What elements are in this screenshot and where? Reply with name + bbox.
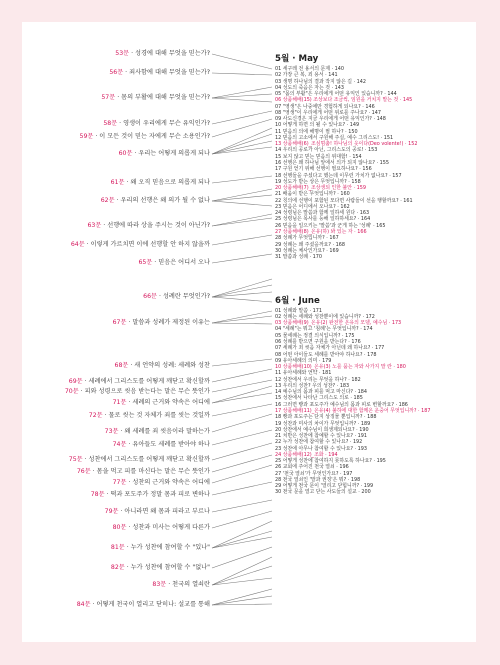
daily-reading-entry: 24 상품해배(12)_조화 · 194 [275,452,338,458]
daily-reading-entry: 28 천국 열쇠인 '말과 권징'은 뭐? · 198 [275,477,361,483]
daily-reading-entry: 23 믿음은 어디에서 오나요? · 162 [275,204,350,210]
daily-reading-entry: 03 생명 하나님의 결과 작지 않은 길 · 142 [275,79,366,85]
question-number: 62문 [100,197,115,204]
daily-reading-entry: 17 상품해배(11)_온유(4) 불하에 대한 함께온 운중어 무엇입니까? · 187 [275,408,431,414]
catechism-question [113,479,210,487]
month-heading: 6월 · June [275,296,320,306]
question-text: · 세례에서 그리스도를 어떻게 깨닫고 확신할까 [82,378,210,385]
question-text: · 천국의 열쇠란 [166,581,210,588]
page-sheet [22,22,476,642]
question-number: 53문 [115,50,130,57]
question-text: · 몸을 먹고 피를 마신다는 말은 무슨 뜻인가 [90,468,210,475]
catechism-question [111,564,210,572]
question-text: · 누가 성찬에 참여할 수 "있나" [124,544,210,551]
question-text: · 왜 오직 믿음으로 의롭게 되나 [124,179,210,186]
question-text: · 왜 세례를 죄 씻음이라 말하는가 [118,428,210,435]
question-number: 69문 [68,378,83,385]
question-number: 70문 [64,388,79,395]
daily-reading-entry: 27 상품해배(8)_온유(하) 봐 있는 자 · 166 [275,229,367,235]
catechism-question [111,179,210,187]
question-text: · 우리의 선행은 왜 의가 될 수 없나 [114,197,210,204]
daily-reading-entry: 28 성례가 무엇입니까? · 167 [275,235,339,241]
catechism-question [101,197,210,205]
question-text: · 성찬의 근거와 약속은 어디에 [126,479,210,486]
daily-reading-entry: 08 "영생"이 우리에게 어떤 위로를 주나요? · 147 [275,110,381,116]
question-text: · 세례의 근거와 약속은 어디에 [126,399,210,406]
question-text: · 이렇게 가르치면 이에 선행할 안 하지 않을까 [84,241,210,248]
daily-reading-entry: 02 가장 큰 복, 죄 용서 · 141 [275,72,338,78]
question-text: · 영생이 우리에게 무슨 유익인가? [117,120,210,127]
question-text: · 아니라면 왜 몸과 피라고 부르나 [118,508,210,515]
catechism-question [113,441,210,449]
daily-reading-entry: 20 상품해배(7)_조상생되 인한 불안 · 159 [275,185,366,191]
catechism-question [113,399,210,407]
catechism-question [65,388,210,396]
daily-reading-entry: 30 천국 문을 열고 닫는 사도들의 설교 · 200 [275,489,371,495]
question-number: 66문 [143,293,157,300]
daily-reading-entry: 01 세구레 전 용서의 문제 · 140 [275,66,344,72]
question-text: · 말씀과 성례가 제정된 이유는 [126,319,210,326]
daily-reading-entry: 22 누가 성찬에 참여할 수 있나요? · 192 [275,439,363,445]
question-number: 65문 [138,259,153,266]
catechism-question [103,120,210,128]
daily-reading-entry: 15 보지 않고 믿는 믿음의 위대함! · 154 [275,154,362,160]
daily-reading-entry: 26 교회에 주어진 천국 열쇠 · 196 [275,464,349,470]
question-text: · 유아들도 세례를 받아야 하나 [126,441,210,448]
question-text: · 선행에 따라 상을 주시는 것이 아닌가? [101,222,210,229]
question-number: 61문 [110,179,125,186]
daily-reading-entry: 06 성례를 받으면 구원을 받는다? · 176 [275,339,361,345]
catechism-question [109,69,210,77]
daily-reading-entry: 13 상품해배(6)_조심멈춤! 하나님의 옷이다(Deo volente!) · 152 [275,141,418,147]
catechism-question [143,293,210,301]
question-text: · 성례란 무엇인가? [157,293,210,300]
question-number: 56문 [109,69,124,76]
daily-reading-entry: 15 성찬에서 나타난 그리스도 의로 · 185 [275,395,363,401]
catechism-question [71,241,210,249]
question-text: · 우리는 어떻게 의롭게 되나 [132,150,210,157]
daily-reading-entry: 21 치반은 성찬에 참예할 수 있나요? · 191 [275,433,368,439]
daily-reading-entry: 19 성찬과 미사의 차이가 무엇입니까? · 189 [275,421,371,427]
daily-reading-entry: 16 그러면 빵과 포도주가 예수님의 몸과 피로 변할까요? · 186 [275,402,408,408]
question-number: 82문 [110,564,125,571]
question-text: · 누가 성찬에 참여할 수 "없나" [124,564,210,571]
question-number: 75문 [68,456,83,463]
catechism-question [80,133,210,141]
daily-reading-entry: 19 성도가 받는 상은 무엇입니까? · 158 [275,179,361,185]
daily-reading-entry: 14 우리의 공로가 아닌, 그리스도의 공로! · 153 [275,147,378,153]
catechism-question [101,94,210,102]
catechism-question [152,581,210,589]
question-text: · 이 모든 것이 믿는 자에게 무슨 소용인가? [93,133,210,140]
question-text: · 물로 씻는 것 자체가 죄를 씻는 것일까 [102,412,210,419]
daily-reading-entry: 13 우리의 성찬? 우의 성찬? · 183 [275,383,350,389]
question-number: 84문 [76,601,91,608]
daily-reading-entry: 18 선행들을 주셨다고 했는데 이무런 가치가 없나요? · 157 [275,173,402,179]
month-heading: 5월 · May [275,54,319,64]
daily-reading-entry: 04 "세례"는 뭐고 '침례'는 무엇입니까? · 174 [275,326,373,332]
question-text: · 피와 성령으로 씻음 받는다는 말은 무슨 뜻인가 [78,388,210,395]
question-number: 71문 [112,399,127,406]
question-number: 72문 [88,412,103,419]
question-number: 76문 [76,468,91,475]
catechism-question [77,601,210,609]
question-number: 81문 [110,544,125,551]
question-text: · 새 언약의 성례: 세례와 성찬 [128,362,210,369]
question-text: · 성찬과 미사는 어떻게 다른가 [126,524,210,531]
daily-reading-entry: 30 성례는 체사인가요? · 169 [275,248,339,254]
question-number: 77문 [112,479,127,486]
catechism-question [69,378,210,386]
catechism-question [69,456,210,464]
question-number: 74문 [112,441,127,448]
daily-reading-entry: 18 빵과 포도주는 단지 상징물 뿐입니까? · 188 [275,414,377,420]
question-text: · 어떻게 천국이 열리고 닫히나: 설교를 통해 [90,601,210,608]
catechism-question [115,50,210,58]
daily-reading-entry: 05 물세례는 정결 의식입니까? · 175 [275,333,355,339]
daily-reading-entry: 25 어떻게 성찬에 참여하지 못하도록 하나요? · 195 [275,458,386,464]
daily-reading-entry: 10 어떻게 하면 의 될 수 있나요? · 149 [275,122,360,128]
question-number: 67문 [112,319,127,326]
question-number: 68문 [114,362,129,369]
question-text: · 떡과 포도주가 정말 몸과 피로 변하나 [104,491,210,498]
catechism-question [119,150,210,158]
question-number: 59문 [79,133,94,140]
catechism-question [113,524,210,532]
daily-reading-entry: 09 사도신경은 지금 우리에게 어떤 유익인가? · 148 [275,116,386,122]
question-number: 78문 [90,491,105,498]
daily-reading-entry: 20 상찬에서 예수님이 희생제되나요? · 190 [275,427,369,433]
daily-reading-entry: 04 성도의 죽음은 자는 것 · 143 [275,85,344,91]
question-text: · 죄사함에 대해 무엇을 믿는가? [123,69,210,76]
question-text: · 성경에 대해 무엇을 믿는가? [129,50,210,57]
daily-reading-entry: 07 세례가 죄 씻음 자체가 아닌데 왜 하나요? · 177 [275,345,385,351]
daily-reading-entry: 22 칭의에 선행이 포함된 모다면 사람들이 선을 행할까요? · 161 [275,198,413,204]
daily-reading-entry: 26 믿음을 일으키는 '말씀'과 군게 하는 '성례' · 165 [275,223,386,229]
question-number: 60문 [118,150,133,157]
catechism-question [91,491,210,499]
daily-reading-entry: 03 상품해배(9)_온유(2) 완전한 온유의 모델, 예수님 · 173 [275,320,402,326]
question-text: · 성찬에서 그리스도를 어떻게 깨닫고 확신할까 [82,456,210,463]
daily-reading-entry: 29 성례는 왜 주셨을까요? · 168 [275,242,346,248]
question-text: · 몸의 부활에 대해 무엇을 믿는가? [115,94,210,101]
daily-reading-entry: 09 유아세례의 의미 · 179 [275,358,332,364]
question-number: 80문 [112,524,127,531]
question-number: 63문 [87,222,102,229]
daily-reading-entry: 29 어떻게 천국 문이 '열리고 닫힙니까? · 199 [275,483,374,489]
daily-reading-entry: 24 성령님은 말씀과 함께 일하세 원다 · 163 [275,210,370,216]
daily-reading-entry: 23 성찬에 아무나 참여할 수 있나요? · 193 [275,446,368,452]
daily-reading-entry: 10 상품해배(10)_온유(3) 노를 품는 자와 사가지 말 란 · 180 [275,364,406,370]
daily-reading-entry: 05 "몸의 부활"은 우리에게 어떤 유익인 있습니까? · 144 [275,91,397,97]
catechism-question [115,362,210,370]
daily-reading-entry: 17 구원 얻기 위해 선행이 필요하나요? · 156 [275,166,372,172]
daily-reading-entry: 11 믿음의 의에 해명이 필 하나? · 150 [275,129,358,135]
daily-reading-entry: 31 말씀과 성례 · 170 [275,254,322,260]
question-number: 64문 [70,241,85,248]
daily-reading-entry: 12 믿음의 고소에서 구원해 주실, 예수 그리스도! · 151 [275,135,394,141]
catechism-question [113,319,210,327]
catechism-question [111,544,210,552]
question-number: 58문 [103,120,118,127]
question-number: 57문 [101,94,116,101]
catechism-question [87,222,210,230]
daily-reading-entry: 08 어떤 아이들도 세례를 받아야 하나요? · 178 [275,352,377,358]
daily-reading-entry: 16 선행은 왜 하나님 앞에서 의가 되지 않나요? · 155 [275,160,390,166]
daily-reading-entry: 21 배움이 받은 무엇입니까? · 160 [275,191,350,197]
question-text: · 믿음은 어디서 오나 [152,259,210,266]
question-number: 83문 [152,581,167,588]
catechism-question [105,428,210,436]
daily-reading-entry: 25 성령님은 목사를 등해 일하하세요? · 164 [275,216,371,222]
catechism-question [138,259,210,267]
catechism-question [89,412,210,420]
daily-reading-entry: 12 성찬에서 우리는 무엇을 하나? · 182 [275,377,361,383]
daily-reading-entry: 02 성례는 세례와 성찬뿐이에 있습니까? · 172 [275,314,375,320]
daily-reading-entry: 11 유아세례와 언약 · 181 [275,370,332,376]
daily-reading-entry: 14 예수님의 몸과 피를 먹고 마신다? · 184 [275,389,368,395]
question-number: 73문 [104,428,119,435]
daily-reading-entry: 06 상품해배(15) 조상보다 조금씩, 임원을 거치지 말는 것 · 145 [275,97,413,103]
catechism-question [105,508,210,516]
daily-reading-entry: 27 '천국 열쇠'가 무엇인가요? · 197 [275,471,353,477]
question-number: 79문 [104,508,119,515]
daily-reading-entry: 01 성례와 말씀 · 171 [275,308,322,314]
catechism-question [77,468,210,476]
daily-reading-entry: 07 "영생"은 나중에만 경험하게 되나요? · 146 [275,104,375,110]
